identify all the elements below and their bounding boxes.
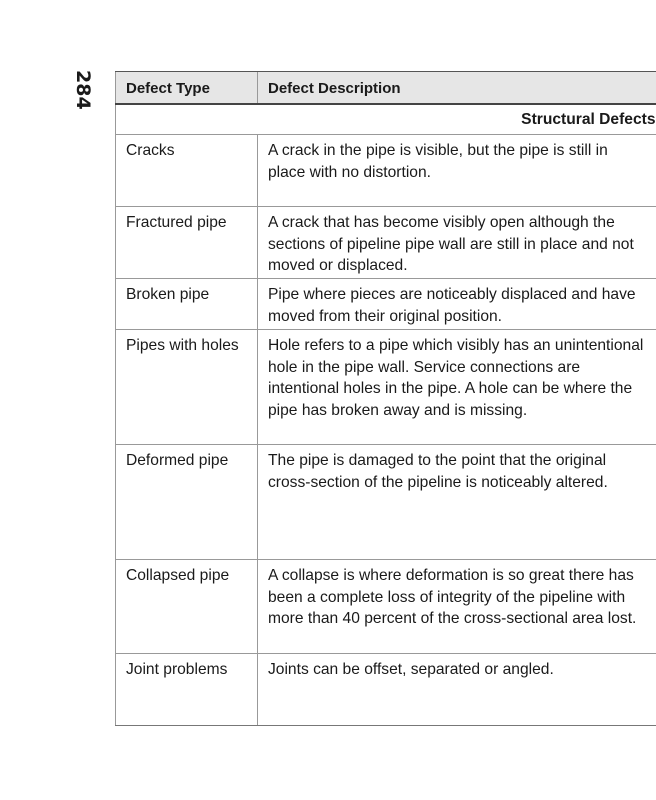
table-row (116, 135, 656, 207)
defect-description-cell: The pipe is damaged to the point that the original cross-section of the pipeline is noticeably altered. (258, 445, 656, 560)
defect-description-cell: Pipe where pieces are noticeably displaced and have moved from their original position. (258, 279, 656, 330)
header-defect-type: Defect Type (116, 72, 258, 105)
defect-type-cell: Deformed pipe (116, 445, 258, 560)
section-row (116, 104, 656, 135)
table-row (116, 207, 656, 279)
defect-type-cell: Fractured pipe (116, 207, 258, 279)
defect-type-cell: Cracks (116, 135, 258, 207)
table-row (116, 445, 656, 560)
defect-type-cell: Broken pipe (116, 279, 258, 330)
section-title: Structural Defects (116, 104, 656, 135)
defect-description-cell: A crack in the pipe is visible, but the pipe is still in place with no distortion. (258, 135, 656, 207)
defect-description-cell: A crack that has become visibly open although the sections of pipeline pipe wall are still in place and not moved or displaced. (258, 207, 656, 279)
table-row (116, 279, 656, 330)
header-defect-description: Defect Description (258, 72, 656, 105)
defect-description-cell: Joints can be offset, separated or angled. (258, 654, 656, 726)
defect-type-cell: Joint problems (116, 654, 258, 726)
defect-type-cell: Pipes with holes (116, 330, 258, 445)
table-row (116, 330, 656, 445)
table-row (116, 560, 656, 654)
defect-description-cell: Hole refers to a pipe which visibly has an unintentional hole in the pipe wall. Service connections are intentional holes in the pipe. A hole can be where the pipe has broken away and is missing. (258, 330, 656, 445)
defects-table (115, 71, 656, 726)
page-number: 284 (72, 70, 94, 110)
defect-type-cell: Collapsed pipe (116, 560, 258, 654)
table-row (116, 654, 656, 726)
defect-description-cell: A collapse is where deformation is so great there has been a complete loss of integrity of the pipeline with more than 40 percent of the cross-sectional area lost. (258, 560, 656, 654)
table-header-row (116, 72, 656, 105)
